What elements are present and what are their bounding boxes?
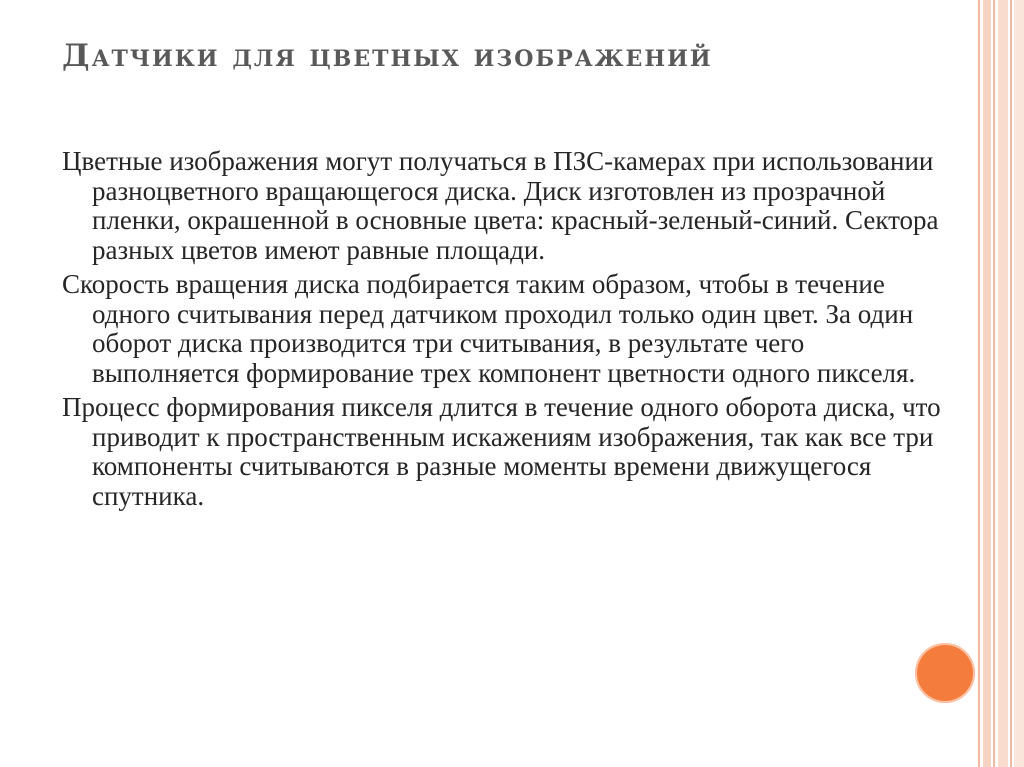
accent-circle-icon [915, 643, 975, 703]
slide-body [62, 147, 942, 516]
slide-title: Датчики для цветных изображений [62, 38, 713, 74]
decorative-stripe [998, 0, 1008, 767]
body-paragraph: Процесс формирования пикселя длится в течение одного оборота диска, что приводит к пространственным искажениям изображения, так как все три компоненты считываются в разные моменты времени движущегося спутника. [62, 392, 941, 511]
decorative-stripe [1010, 0, 1012, 767]
decorative-stripe [978, 0, 980, 767]
body-paragraph: Скорость вращения диска подбирается таким образом, чтобы в течение одного считывания перед датчиком проходил только один цвет. За один оборот диска производится три считывания, в результате чего выполняется формирование трех компонент цветности одного пикселя. [62, 269, 916, 388]
decorative-stripe [993, 0, 995, 767]
decorative-stripe [1014, 0, 1024, 767]
decorative-stripe [983, 0, 991, 767]
body-paragraph: Цветные изображения могут получаться в ПЗС-камерах при использовании разноцветного вращающегося диска. Диск изготовлен из прозрачной пленки, окрашенной в основные цвета: красный-зеленый-синий. Сектора разных цветов имеют равные площади. [62, 146, 939, 265]
